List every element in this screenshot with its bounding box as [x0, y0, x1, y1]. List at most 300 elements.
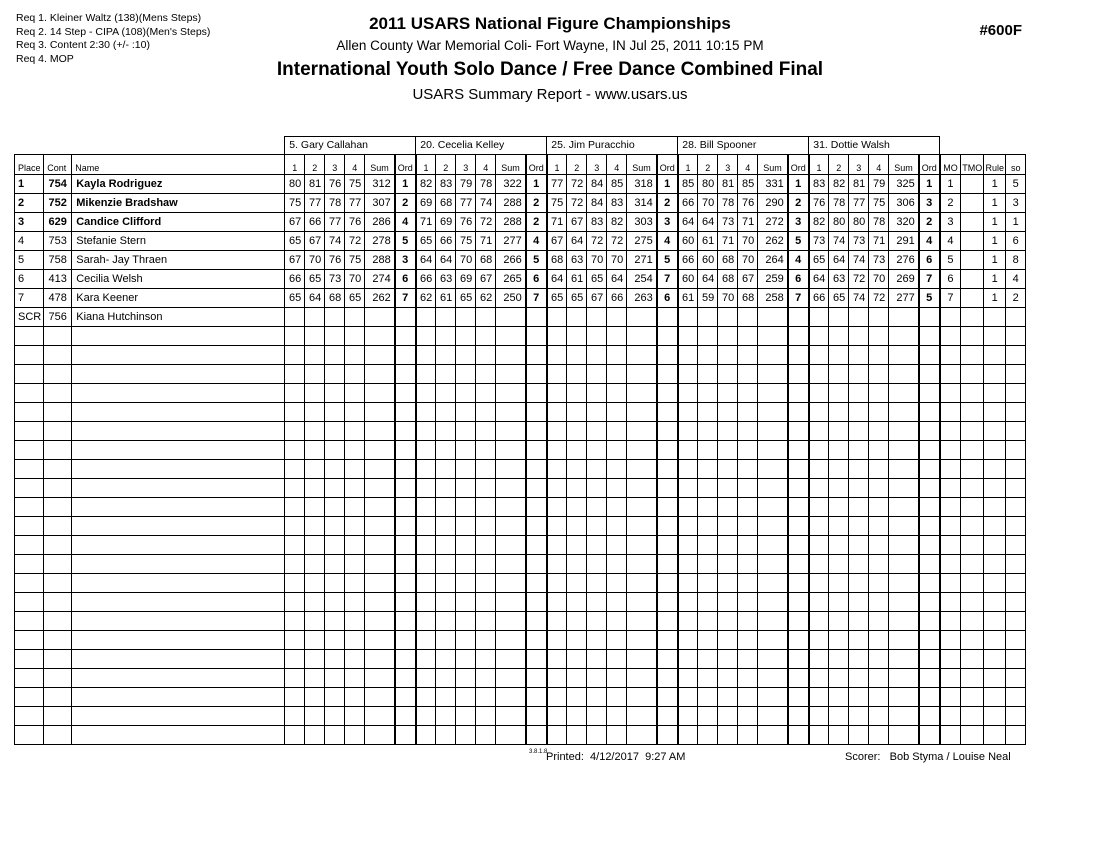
empty-cell — [476, 422, 496, 441]
empty-cell — [738, 688, 758, 707]
empty-cell — [526, 631, 547, 650]
score-cell: 60 — [678, 270, 698, 289]
score-cell: 64 — [607, 270, 627, 289]
empty-cell — [456, 631, 476, 650]
empty-cell — [325, 403, 345, 422]
empty-cell — [395, 574, 416, 593]
empty-cell — [698, 384, 718, 403]
ord-cell: 5 — [657, 251, 678, 270]
empty-cell — [526, 555, 547, 574]
empty-cell — [476, 498, 496, 517]
empty-cell — [738, 422, 758, 441]
col-header: Place — [15, 155, 44, 175]
empty-cell — [919, 555, 940, 574]
score-cell: 64 — [698, 270, 718, 289]
judge-header-spacer-left — [15, 137, 285, 155]
so-cell — [1006, 308, 1026, 327]
empty-cell — [72, 688, 285, 707]
sum-cell: 322 — [496, 175, 526, 194]
ord-cell — [657, 308, 678, 327]
empty-cell — [758, 707, 788, 726]
empty-cell — [788, 498, 809, 517]
empty-cell — [496, 422, 526, 441]
empty-cell — [587, 555, 607, 574]
empty-cell — [849, 707, 869, 726]
score-cell: 66 — [285, 270, 305, 289]
empty-cell — [869, 536, 889, 555]
empty-cell — [305, 650, 325, 669]
empty-cell — [809, 517, 829, 536]
empty-cell — [416, 536, 436, 555]
empty-cell — [678, 555, 698, 574]
empty-cell — [436, 479, 456, 498]
empty-cell — [627, 517, 657, 536]
empty-cell — [607, 707, 627, 726]
empty-cell — [829, 346, 849, 365]
empty-cell — [567, 574, 587, 593]
score-cell: 83 — [607, 194, 627, 213]
empty-cell — [718, 555, 738, 574]
empty-cell — [526, 707, 547, 726]
empty-cell — [718, 707, 738, 726]
empty-cell — [788, 593, 809, 612]
empty-cell — [788, 460, 809, 479]
empty-cell — [395, 403, 416, 422]
empty-cell — [940, 460, 961, 479]
sum-cell — [365, 308, 395, 327]
empty-cell — [627, 612, 657, 631]
empty-cell — [869, 555, 889, 574]
empty-cell — [547, 346, 567, 365]
sum-cell: 307 — [365, 194, 395, 213]
empty-cell — [305, 536, 325, 555]
empty-cell — [285, 460, 305, 479]
empty-cell — [889, 384, 919, 403]
empty-cell — [678, 536, 698, 555]
sum-cell: 259 — [758, 270, 788, 289]
empty-cell — [567, 669, 587, 688]
empty-cell — [365, 650, 395, 669]
empty-cell — [365, 631, 395, 650]
empty-cell — [44, 346, 72, 365]
empty-cell — [1006, 479, 1026, 498]
score-cell: 70 — [345, 270, 365, 289]
empty-cell — [567, 384, 587, 403]
empty-cell — [961, 479, 984, 498]
event-title: International Youth Solo Dance / Free Dance Combined Final — [276, 59, 824, 80]
event-number: #600F — [979, 22, 1022, 39]
empty-cell — [587, 403, 607, 422]
empty-cell — [698, 688, 718, 707]
empty-cell — [587, 707, 607, 726]
empty-cell — [984, 479, 1006, 498]
empty-cell — [607, 726, 627, 745]
empty-cell — [325, 479, 345, 498]
ord-cell: 6 — [395, 270, 416, 289]
empty-row — [15, 365, 1026, 384]
empty-cell — [44, 441, 72, 460]
empty-cell — [567, 346, 587, 365]
score-cell: 64 — [567, 232, 587, 251]
empty-cell — [869, 422, 889, 441]
empty-cell — [849, 403, 869, 422]
empty-cell — [829, 422, 849, 441]
empty-cell — [305, 346, 325, 365]
empty-cell — [1006, 327, 1026, 346]
empty-cell — [940, 517, 961, 536]
empty-cell — [919, 631, 940, 650]
score-cell: 80 — [829, 213, 849, 232]
score-cell: 68 — [476, 251, 496, 270]
empty-cell — [395, 479, 416, 498]
empty-cell — [365, 441, 395, 460]
empty-cell — [436, 612, 456, 631]
empty-cell — [607, 631, 627, 650]
empty-cell — [456, 384, 476, 403]
empty-cell — [345, 593, 365, 612]
empty-cell — [627, 498, 657, 517]
score-cell — [436, 308, 456, 327]
empty-cell — [547, 441, 567, 460]
empty-cell — [718, 346, 738, 365]
empty-cell — [788, 536, 809, 555]
empty-cell — [587, 517, 607, 536]
sum-cell: 262 — [758, 232, 788, 251]
empty-cell — [984, 441, 1006, 460]
tmo-cell — [961, 270, 984, 289]
empty-cell — [285, 536, 305, 555]
version-text: 3.8.1.8 — [529, 749, 548, 755]
empty-cell — [961, 403, 984, 422]
tmo-cell — [961, 213, 984, 232]
empty-cell — [889, 460, 919, 479]
empty-row — [15, 669, 1026, 688]
empty-cell — [305, 441, 325, 460]
sum-cell: 277 — [889, 289, 919, 308]
empty-cell — [607, 441, 627, 460]
ord-cell: 7 — [526, 289, 547, 308]
empty-cell — [436, 517, 456, 536]
table-row — [15, 270, 1026, 289]
empty-cell — [496, 612, 526, 631]
empty-cell — [829, 669, 849, 688]
empty-cell — [698, 593, 718, 612]
empty-cell — [44, 650, 72, 669]
col-header: Rule — [984, 155, 1006, 175]
empty-cell — [657, 346, 678, 365]
col-header: Ord — [526, 155, 547, 175]
empty-cell — [829, 574, 849, 593]
empty-cell — [365, 726, 395, 745]
empty-cell — [738, 650, 758, 669]
empty-cell — [547, 669, 567, 688]
sum-cell: 314 — [627, 194, 657, 213]
judge-header: 28. Bill Spooner — [678, 137, 809, 155]
score-cell: 72 — [345, 232, 365, 251]
empty-cell — [627, 669, 657, 688]
score-cell: 77 — [325, 213, 345, 232]
ord-cell: 5 — [788, 232, 809, 251]
empty-cell — [416, 479, 436, 498]
empty-cell — [365, 555, 395, 574]
empty-cell — [365, 498, 395, 517]
col-header: 1 — [416, 155, 436, 175]
empty-cell — [758, 365, 788, 384]
empty-cell — [889, 688, 919, 707]
empty-cell — [849, 536, 869, 555]
empty-cell — [496, 536, 526, 555]
empty-cell — [829, 498, 849, 517]
empty-cell — [365, 669, 395, 688]
empty-cell — [567, 593, 587, 612]
ord-cell: 2 — [526, 194, 547, 213]
ord-cell: 1 — [395, 175, 416, 194]
sum-cell: 275 — [627, 232, 657, 251]
ord-cell: 7 — [919, 270, 940, 289]
empty-cell — [849, 346, 869, 365]
empty-cell — [829, 517, 849, 536]
empty-cell — [889, 555, 919, 574]
empty-cell — [365, 707, 395, 726]
score-cell: 83 — [436, 175, 456, 194]
empty-cell — [869, 498, 889, 517]
empty-cell — [325, 517, 345, 536]
col-header: Ord — [788, 155, 809, 175]
empty-cell — [395, 650, 416, 669]
cont-cell: 754 — [44, 175, 72, 194]
empty-cell — [738, 365, 758, 384]
ord-cell: 6 — [919, 251, 940, 270]
empty-cell — [15, 384, 44, 403]
empty-cell — [984, 726, 1006, 745]
col-header: 2 — [567, 155, 587, 175]
empty-cell — [919, 517, 940, 536]
empty-cell — [345, 384, 365, 403]
empty-cell — [547, 593, 567, 612]
empty-cell — [889, 536, 919, 555]
empty-cell — [961, 707, 984, 726]
empty-cell — [345, 479, 365, 498]
empty-cell — [345, 327, 365, 346]
empty-cell — [738, 441, 758, 460]
empty-cell — [849, 631, 869, 650]
empty-cell — [889, 593, 919, 612]
empty-cell — [657, 726, 678, 745]
empty-cell — [758, 479, 788, 498]
score-cell: 77 — [305, 194, 325, 213]
score-cell: 70 — [738, 251, 758, 270]
empty-cell — [496, 479, 526, 498]
empty-cell — [365, 346, 395, 365]
empty-cell — [889, 574, 919, 593]
score-cell: 85 — [738, 175, 758, 194]
score-cell: 79 — [456, 175, 476, 194]
empty-cell — [305, 669, 325, 688]
empty-row — [15, 631, 1026, 650]
empty-cell — [547, 726, 567, 745]
col-header: Sum — [496, 155, 526, 175]
score-cell — [345, 308, 365, 327]
ord-cell: 3 — [788, 213, 809, 232]
empty-cell — [889, 403, 919, 422]
score-cell — [456, 308, 476, 327]
empty-cell — [607, 650, 627, 669]
empty-cell — [678, 574, 698, 593]
empty-cell — [345, 536, 365, 555]
empty-cell — [919, 650, 940, 669]
empty-cell — [15, 726, 44, 745]
cont-cell: 756 — [44, 308, 72, 327]
score-cell: 59 — [698, 289, 718, 308]
score-cell: 66 — [305, 213, 325, 232]
empty-cell — [325, 669, 345, 688]
score-cell: 67 — [587, 289, 607, 308]
empty-cell — [718, 688, 738, 707]
score-cell: 65 — [456, 289, 476, 308]
empty-cell — [1006, 422, 1026, 441]
score-cell — [718, 308, 738, 327]
sum-cell: 263 — [627, 289, 657, 308]
empty-cell — [889, 365, 919, 384]
empty-cell — [984, 536, 1006, 555]
score-cell: 72 — [476, 213, 496, 232]
ord-cell: 7 — [788, 289, 809, 308]
empty-cell — [285, 384, 305, 403]
empty-cell — [325, 555, 345, 574]
score-cell: 71 — [869, 232, 889, 251]
printed-timestamp: Printed: 4/12/2017 9:27 AM — [546, 751, 686, 763]
empty-cell — [325, 707, 345, 726]
ord-cell: 4 — [919, 232, 940, 251]
empty-cell — [567, 327, 587, 346]
empty-cell — [476, 650, 496, 669]
empty-cell — [738, 327, 758, 346]
empty-cell — [961, 536, 984, 555]
ord-cell: 5 — [395, 232, 416, 251]
empty-cell — [1006, 365, 1026, 384]
sum-cell: 258 — [758, 289, 788, 308]
empty-cell — [1006, 536, 1026, 555]
table-row — [15, 175, 1026, 194]
empty-cell — [849, 555, 869, 574]
empty-cell — [809, 498, 829, 517]
so-cell: 3 — [1006, 194, 1026, 213]
empty-cell — [869, 460, 889, 479]
empty-cell — [456, 612, 476, 631]
empty-cell — [984, 688, 1006, 707]
score-cell: 76 — [809, 194, 829, 213]
empty-cell — [476, 631, 496, 650]
empty-cell — [698, 669, 718, 688]
empty-cell — [345, 612, 365, 631]
empty-cell — [15, 441, 44, 460]
empty-cell — [718, 498, 738, 517]
empty-cell — [758, 555, 788, 574]
empty-cell — [919, 669, 940, 688]
score-cell: 62 — [416, 289, 436, 308]
empty-cell — [476, 707, 496, 726]
empty-cell — [15, 669, 44, 688]
ord-cell: 2 — [526, 213, 547, 232]
empty-cell — [678, 346, 698, 365]
sum-cell: 272 — [758, 213, 788, 232]
empty-cell — [940, 707, 961, 726]
empty-cell — [849, 726, 869, 745]
empty-cell — [758, 593, 788, 612]
score-cell: 64 — [547, 270, 567, 289]
score-cell: 74 — [325, 232, 345, 251]
ord-cell: 4 — [526, 232, 547, 251]
empty-cell — [416, 327, 436, 346]
score-cell: 71 — [718, 232, 738, 251]
empty-cell — [416, 669, 436, 688]
empty-cell — [547, 612, 567, 631]
empty-cell — [829, 365, 849, 384]
empty-cell — [345, 726, 365, 745]
empty-cell — [698, 536, 718, 555]
empty-cell — [496, 707, 526, 726]
score-cell: 63 — [436, 270, 456, 289]
table-row — [15, 308, 1026, 327]
empty-cell — [919, 460, 940, 479]
tmo-cell — [961, 308, 984, 327]
ord-cell: 1 — [526, 175, 547, 194]
empty-cell — [829, 593, 849, 612]
sum-cell: 288 — [365, 251, 395, 270]
col-header: so — [1006, 155, 1026, 175]
empty-cell — [809, 422, 829, 441]
empty-cell — [526, 650, 547, 669]
empty-cell — [305, 612, 325, 631]
empty-cell — [1006, 574, 1026, 593]
score-cell: 77 — [345, 194, 365, 213]
col-header: Sum — [365, 155, 395, 175]
empty-cell — [678, 631, 698, 650]
judge-header: 25. Jim Puracchio — [547, 137, 678, 155]
empty-cell — [345, 460, 365, 479]
empty-cell — [788, 726, 809, 745]
empty-row — [15, 688, 1026, 707]
empty-cell — [940, 441, 961, 460]
empty-cell — [984, 422, 1006, 441]
score-cell: 69 — [456, 270, 476, 289]
empty-cell — [809, 346, 829, 365]
empty-cell — [940, 593, 961, 612]
empty-cell — [829, 612, 849, 631]
score-cell: 65 — [829, 289, 849, 308]
report-footer — [14, 749, 1030, 765]
score-cell: 70 — [718, 289, 738, 308]
empty-cell — [809, 612, 829, 631]
score-cell — [698, 308, 718, 327]
judge-header: 20. Cecelia Kelley — [416, 137, 547, 155]
empty-row — [15, 422, 1026, 441]
empty-cell — [476, 365, 496, 384]
empty-cell — [869, 346, 889, 365]
score-cell: 69 — [436, 213, 456, 232]
empty-cell — [849, 612, 869, 631]
empty-cell — [889, 498, 919, 517]
empty-cell — [984, 460, 1006, 479]
empty-cell — [72, 384, 285, 403]
empty-cell — [627, 384, 657, 403]
empty-cell — [657, 612, 678, 631]
results-table-wrap — [14, 136, 1026, 745]
score-cell: 63 — [567, 251, 587, 270]
empty-cell — [889, 726, 919, 745]
col-header: 1 — [547, 155, 567, 175]
col-header: 2 — [829, 155, 849, 175]
